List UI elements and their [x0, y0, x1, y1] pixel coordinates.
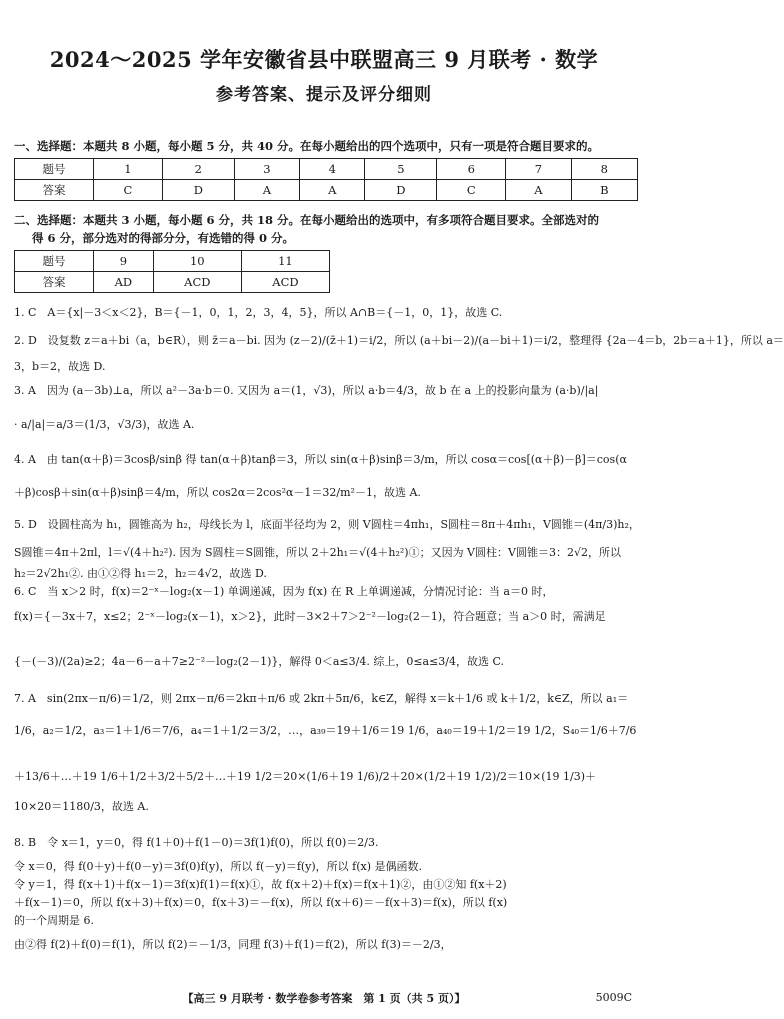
solution-line: 3，b＝2，故选 D. [14, 360, 106, 373]
solution-line: 令 y＝1，得 f(x＋1)＋f(x－1)＝3f(x)f(1)＝f(x)①，故 f(x＋2)＋f(x)＝f(x＋1)②，由①②知 f(x＋2) [14, 878, 507, 891]
table-row [15, 272, 330, 293]
solution-line: 5. D 设圆柱高为 h₁，圆锥高为 h₂，母线长为 l，底面半径均为 2，则 V圆柱＝4πh₁，S圆柱＝8π＋4πh₁，V圆锥＝(4π/3)h₂， [14, 518, 640, 531]
answer-cell: ACD [241, 272, 329, 293]
question-number: 7 [506, 159, 571, 180]
solution-line: 1. C A＝{x|－3＜x＜2}，B＝{－1，0，1，2，3，4，5}，所以 A∩B＝{－1，0，1}，故选 C. [14, 306, 503, 319]
answer-cell: B [571, 180, 637, 201]
solution-line: 6. C 当 x＞2 时，f(x)＝2⁻ˣ－log₂(x－1) 单调递减，因为 f(x) 在 R 上单调递减，分情况讨论：当 a＝0 时， [14, 585, 554, 598]
row-label: 题号 [15, 251, 94, 272]
solution-line: 8. B 令 x＝1，y＝0，得 f(1＋0)＋f(1－0)＝3f(1)f(0)，所以 f(0)＝2/3. [14, 836, 379, 849]
answer-cell: AD [94, 272, 154, 293]
question-number: 8 [571, 159, 637, 180]
solution-line: 由②得 f(2)＋f(0)＝f(1)，所以 f(2)＝－1/3，同理 f(3)＋f(1)＝f(2)，所以 f(3)＝－2/3， [14, 938, 452, 951]
page-subtitle: 参考答案、提示及评分细则 [216, 85, 432, 105]
solution-line: 1/6，a₂＝1/2，a₃＝1＋1/6＝7/6，a₄＝1＋1/2＝3/2，…，a₃₉＝19＋1/6＝19 1/6，a₄₀＝19＋1/2＝19 1/2，S₄₀＝1/6＋7/6 [14, 724, 637, 737]
answer-cell: D [365, 180, 437, 201]
table-row [15, 251, 330, 272]
answer-cell: C [94, 180, 163, 201]
row-label: 答案 [15, 272, 94, 293]
solution-line: 7. A sin(2πx－π/6)＝1/2，则 2πx－π/6＝2kπ＋π/6 或 2kπ＋5π/6，k∈Z，解得 x＝k＋1/6 或 k＋1/2，k∈Z，所以 a₁＝ [14, 692, 629, 705]
question-number: 10 [153, 251, 241, 272]
solution-line: 4. A 由 tan(α＋β)＝3cosβ/sinβ 得 tan(α＋β)tanβ＝3，所以 sin(α＋β)sinβ＝3/m，所以 cosα＝cos[(α＋β)－β]＝cos(α [14, 453, 627, 466]
solution-line: 10×20＝1180/3，故选 A. [14, 800, 149, 813]
question-number: 9 [94, 251, 154, 272]
answer-cell: A [506, 180, 571, 201]
question-number: 11 [241, 251, 329, 272]
answer-cell: D [162, 180, 234, 201]
solution-line: 3. A 因为 (a－3b)⊥a，所以 a²－3a·b＝0. 又因为 a＝(1，√3)，所以 a·b＝4/3，故 b 在 a 上的投影向量为 (a·b)/|a| [14, 384, 599, 397]
document-code: 5009C [595, 991, 632, 1004]
solution-line: ＋f(x－1)＝0，所以 f(x＋3)＋f(x)＝0，f(x＋3)＝－f(x)，所以 f(x＋6)＝－f(x＋3)＝f(x)，所以 f(x) [14, 896, 508, 909]
solution-line: 2. D 设复数 z＝a＋bi（a，b∈R），则 z̄＝a－bi. 因为 (z－2)/(z̄＋1)＝i/2，所以 (a＋bi－2)/(a－bi＋1)＝i/2，整理得 {2a－4＝b，2b＝a＋1}，所以 a＝ [14, 334, 784, 347]
question-number: 2 [162, 159, 234, 180]
page-footer: 【高三 9 月联考 · 数学卷参考答案 第 1 页（共 5 页）】 [182, 992, 466, 1005]
solution-line: h₂＝2√2h₁②. 由①②得 h₁＝2，h₂＝4√2，故选 D. [14, 567, 267, 580]
question-number: 1 [94, 159, 163, 180]
question-number: 4 [300, 159, 365, 180]
solution-line: 的一个周期是 6. [14, 914, 94, 927]
solution-line: · a/|a|＝a/3＝(1/3，√3/3)，故选 A. [14, 418, 195, 431]
answer-cell: A [234, 180, 299, 201]
question-number: 6 [437, 159, 506, 180]
solution-line: f(x)＝{－3x＋7，x≤2；2⁻ˣ－log₂(x－1)，x＞2}，此时－3×2＋7＞2⁻²－log₂(2－1)，符合题意；当 a＞0 时，需满足 [14, 610, 606, 623]
solution-line: ＋β)cosβ＋sin(α＋β)sinβ＝4/m，所以 cos2α＝2cos²α－1＝32/m²－1，故选 A. [14, 486, 421, 499]
row-label: 答案 [15, 180, 94, 201]
section1-heading: 一、选择题：本题共 8 小题，每小题 5 分，共 40 分。在每小题给出的四个选项中，只有一项是符合题目要求的。 [14, 139, 600, 153]
solution-line: {－(－3)/(2a)≥2；4a－6－a＋7≥2⁻²－log₂(2－1)}，解得 0＜a≤3/4. 综上，0≤a≤3/4，故选 C. [14, 655, 505, 668]
answer-cell: C [437, 180, 506, 201]
answer-cell: ACD [153, 272, 241, 293]
answer-cell: A [300, 180, 365, 201]
question-number: 5 [365, 159, 437, 180]
solution-line: S圆锥＝4π＋2πl，l＝√(4＋h₂²). 因为 S圆柱＝S圆锥，所以 2＋2h₁＝√(4＋h₂²)①；又因为 V圆柱：V圆锥＝3：2√2，所以 [14, 546, 621, 559]
solution-line: 令 x＝0，得 f(0＋y)＋f(0－y)＝3f(0)f(y)，所以 f(－y)＝f(y)，所以 f(x) 是偶函数. [14, 860, 423, 873]
table-row [15, 159, 638, 180]
section2-answer-table [14, 250, 330, 293]
row-label: 题号 [15, 159, 94, 180]
section2-heading-line1: 二、选择题：本题共 3 小题，每小题 6 分，共 18 分。在每小题给出的选项中，有多项符合题目要求。全部选对的 [14, 213, 600, 227]
question-number: 3 [234, 159, 299, 180]
section1-answer-table [14, 158, 638, 201]
section2-heading-line2: 得 6 分，部分选对的得部分分，有选错的得 0 分。 [32, 231, 295, 245]
page-title: 2024～2025 学年安徽省县中联盟高三 9 月联考 · 数学 [49, 47, 599, 72]
solution-line: ＋13/6＋…＋19 1/6＋1/2＋3/2＋5/2＋…＋19 1/2＝20×(1/6＋19 1/6)/2＋20×(1/2＋19 1/2)/2＝10×(19 1/3)＋ [14, 770, 597, 783]
table-row [15, 180, 638, 201]
